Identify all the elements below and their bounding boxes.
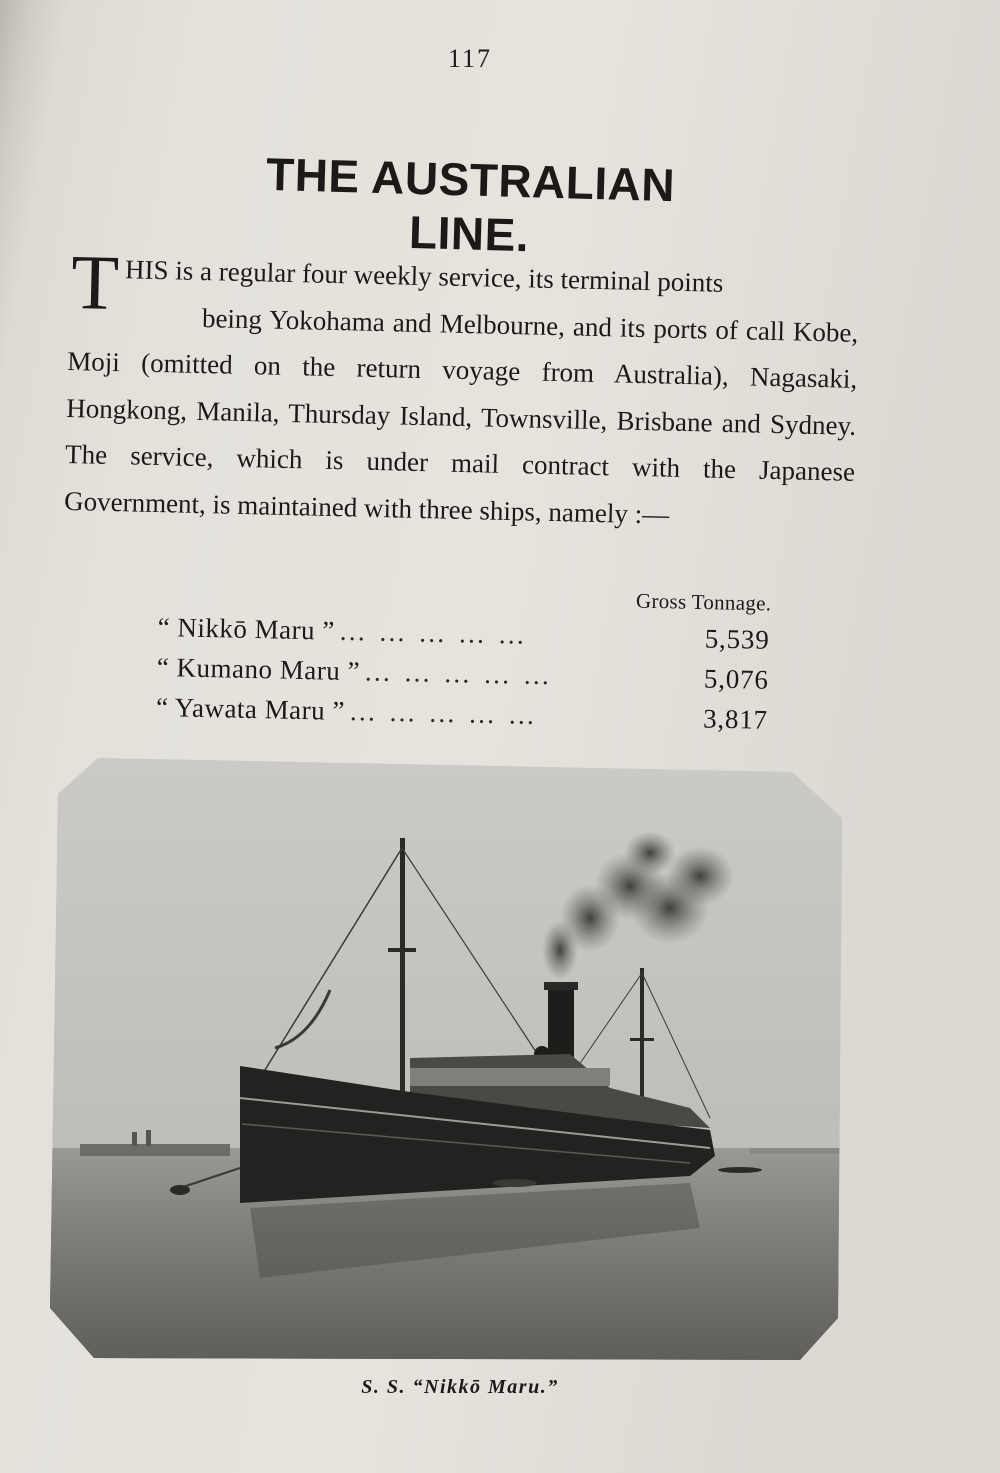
ship-tonnage: 5,539 [704,623,770,655]
leader-dots: … … … … … [348,696,539,730]
steamship-illustration [50,758,842,1360]
photo-caption: S. S. “Nikkō Maru.” [361,1376,559,1398]
ship-tonnage: 5,076 [703,663,770,695]
ship-name: “ Nikkō Maru ” [157,612,336,646]
drop-cap: T [70,238,120,327]
intro-body: being Yokohama and Melbourne, and its ports of call Kobe, Moji (omitted on the return voyage from Australia), Nagasaki, Hongkong, Manila, Thursday Island, Townsville, Brisbane and Sydney. The service, which is under mail contract with the Japanese Government, is maintained with three ships, namely :— [63,302,859,530]
steamship-photo [50,758,842,1360]
ship-name: “ Yawata Maru ” [155,691,346,726]
ship-tonnage: 3,817 [702,703,769,735]
intro-paragraph [63,238,860,542]
page-number: 117 [447,44,493,73]
leader-dots: … … … … … [338,615,529,650]
page-title: THE AUSTRALIAN LINE. [265,147,676,262]
intro-first-line: HIS is a regular four weekly service, its terminal points [124,254,724,298]
leader-dots: … … … … … [363,656,554,691]
ship-name: “ Kumano Maru ” [156,651,361,687]
tonnage-header: Gross Tonnage. [635,588,772,616]
ship-list [155,612,769,745]
